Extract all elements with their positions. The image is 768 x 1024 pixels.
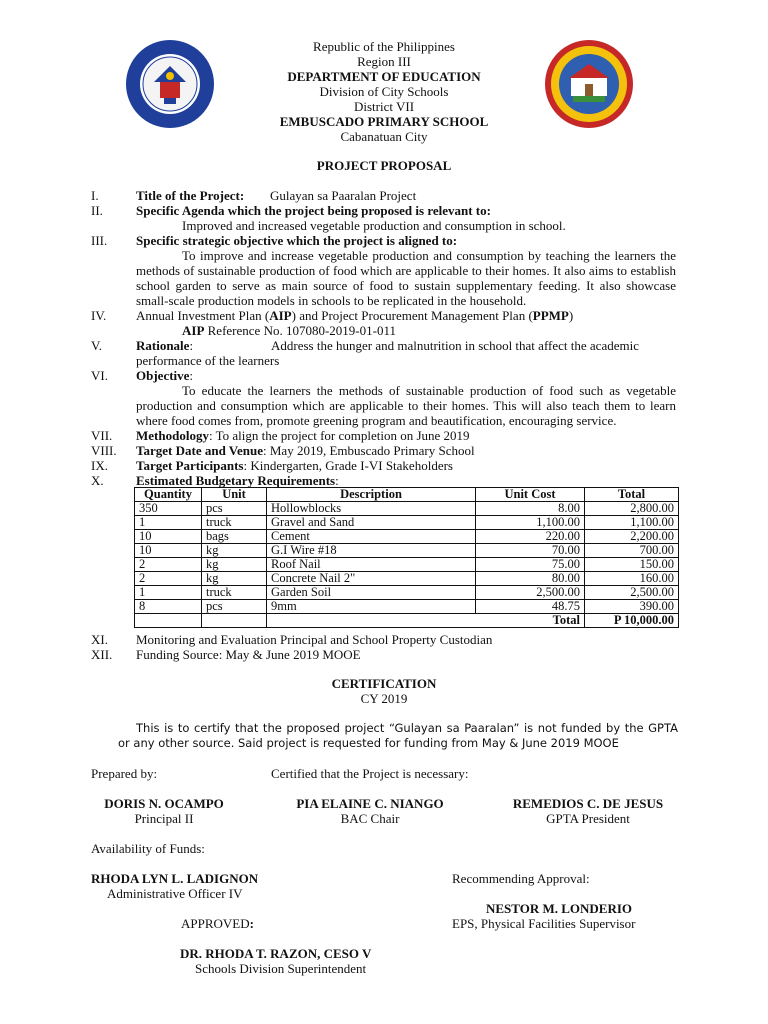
objective-text: To educate the learners the methods of sustainable production of food such as vegetable production and consumption which are applicable to their homes. This will also teach them to learn where food comes from, promote greening program and beautification, encouraging service.	[136, 383, 676, 428]
cell-description: G.I Wire #18	[267, 544, 476, 558]
cell-quantity: 10	[135, 530, 202, 544]
cell-empty	[202, 614, 267, 628]
signatory-title: Administrative Officer IV	[107, 886, 243, 901]
signatory-name: REMEDIOS C. DE JESUS	[512, 796, 664, 811]
rationale-label: Rationale:	[136, 338, 194, 353]
funding-source-line: Funding Source: May & June 2019 MOOE	[136, 647, 361, 662]
cell-description: Garden Soil	[267, 586, 476, 600]
item-number: IV.	[91, 308, 107, 323]
certified-label: Certified that the Project is necessary:	[271, 766, 469, 781]
availability-label: Availability of Funds:	[91, 841, 205, 856]
cell-quantity: 350	[135, 502, 202, 516]
strategic-objective-label: Specific strategic objective which the project is aligned to:	[136, 233, 458, 248]
item-number: VII.	[91, 428, 113, 443]
table-total-row	[135, 614, 679, 628]
header-republic: Republic of the Philippines	[313, 39, 455, 54]
total-label: Total	[267, 614, 585, 628]
cell-quantity: 10	[135, 544, 202, 558]
item-number: VIII.	[91, 443, 117, 458]
cell-quantity: 2	[135, 572, 202, 586]
cell-unit-cost: 8.00	[476, 502, 585, 516]
header-department: DEPARTMENT OF EDUCATION	[287, 69, 481, 84]
col-total: Total	[585, 488, 679, 502]
signatory-name: PIA ELAINE C. NIANGO	[296, 796, 444, 811]
header-district: District VII	[353, 99, 415, 114]
certification-year: CY 2019	[360, 691, 408, 706]
cell-description: 9mm	[267, 600, 476, 614]
cell-total: 1,100.00	[585, 516, 679, 530]
signatory-name: DR. RHODA T. RAZON, CESO V	[180, 946, 372, 961]
budget-label: Estimated Budgetary Requirements:	[136, 473, 339, 488]
table-row	[135, 544, 679, 558]
signatory-name: NESTOR M. LONDERIO	[486, 901, 633, 916]
signatory-name: DORIS N. OCAMPO	[104, 796, 224, 811]
cell-unit-cost: 80.00	[476, 572, 585, 586]
cell-description: Gravel and Sand	[267, 516, 476, 530]
item-number: VI.	[91, 368, 108, 383]
certification-title: CERTIFICATION	[331, 676, 437, 691]
agenda-label: Specific Agenda which the project being proposed is relevant to:	[136, 203, 491, 218]
cell-total: 2,200.00	[585, 530, 679, 544]
cell-quantity: 8	[135, 600, 202, 614]
table-row	[135, 586, 679, 600]
cell-description: Roof Nail	[267, 558, 476, 572]
rationale-text: Address the hunger and malnutrition in school that affect the academic performance of the learners	[136, 338, 639, 368]
aip-reference: AIP Reference No. 107080-2019-01-011	[182, 323, 396, 338]
project-title-value: Gulayan sa Paaralan Project	[270, 188, 417, 203]
page-title: PROJECT PROPOSAL	[316, 158, 452, 173]
col-unit: Unit	[202, 488, 267, 502]
table-header-row	[135, 488, 679, 502]
table-row	[135, 572, 679, 586]
cell-unit-cost: 70.00	[476, 544, 585, 558]
cell-total: 150.00	[585, 558, 679, 572]
cell-total: 160.00	[585, 572, 679, 586]
item-number: III.	[91, 233, 108, 248]
cell-empty	[135, 614, 202, 628]
table-row	[135, 558, 679, 572]
cell-unit: bags	[202, 530, 267, 544]
cell-unit-cost: 1,100.00	[476, 516, 585, 530]
prepared-by-label: Prepared by:	[91, 766, 158, 781]
item-number: X.	[91, 473, 104, 488]
signatory-title: BAC Chair	[340, 811, 400, 826]
item-number: II.	[91, 203, 103, 218]
cell-total: 2,800.00	[585, 502, 679, 516]
approved-label: APPROVED:	[181, 916, 254, 931]
cell-unit: kg	[202, 544, 267, 558]
header-city: Cabanatuan City	[340, 129, 428, 144]
target-participants-line: Target Participants: Kindergarten, Grade I-VI Stakeholders	[136, 458, 453, 473]
objective-label: Objective:	[136, 368, 194, 383]
table-row	[135, 502, 679, 516]
cell-description: Cement	[267, 530, 476, 544]
cell-quantity: 2	[135, 558, 202, 572]
cell-description: Concrete Nail 2"	[267, 572, 476, 586]
cell-unit: pcs	[202, 600, 267, 614]
cell-total: 390.00	[585, 600, 679, 614]
item-number: IX.	[91, 458, 108, 473]
cell-unit: truck	[202, 586, 267, 600]
monitoring-line: Monitoring and Evaluation Principal and School Property Custodian	[136, 632, 493, 647]
signatory-title: Principal II	[134, 811, 194, 826]
cell-unit: kg	[202, 558, 267, 572]
cell-unit-cost: 2,500.00	[476, 586, 585, 600]
item-number: I.	[91, 188, 99, 203]
cell-unit-cost: 220.00	[476, 530, 585, 544]
cell-total: 2,500.00	[585, 586, 679, 600]
cell-unit-cost: 48.75	[476, 600, 585, 614]
table-row	[135, 516, 679, 530]
header-school: EMBUSCADO PRIMARY SCHOOL	[279, 114, 489, 129]
target-date-line: Target Date and Venue: May 2019, Embuscado Primary School	[136, 443, 475, 458]
col-quantity: Quantity	[135, 488, 202, 502]
col-description: Description	[267, 488, 476, 502]
cell-unit: kg	[202, 572, 267, 586]
cell-unit: truck	[202, 516, 267, 530]
project-title-label: Title of the Project:	[136, 188, 245, 203]
table-row	[135, 530, 679, 544]
budget-table	[134, 487, 679, 628]
methodology-line: Methodology: To align the project for completion on June 2019	[136, 428, 470, 443]
total-value: P 10,000.00	[585, 614, 679, 628]
recommending-label: Recommending Approval:	[452, 871, 590, 886]
header-division: Division of City Schools	[319, 84, 449, 99]
strategic-objective-text: To improve and increase vegetable production and consumption by teaching the learners the methods of sustainable production of food which are applicable to their homes. It also aims to establish school garden to serve as main source of food to sustain supplementary feeding. It also showcase small-scale production models in schools to be replicated in the household.	[136, 248, 676, 308]
cell-quantity: 1	[135, 516, 202, 530]
cell-description: Hollowblocks	[267, 502, 476, 516]
header-region: Region III	[357, 54, 411, 69]
aip-ppmp-line: Annual Investment Plan (AIP) and Project Procurement Management Plan (PPMP)	[136, 308, 574, 323]
table-row	[135, 600, 679, 614]
col-unit-cost: Unit Cost	[476, 488, 585, 502]
signatory-title: GPTA President	[546, 811, 630, 826]
cell-unit: pcs	[202, 502, 267, 516]
agenda-value: Improved and increased vegetable production and consumption in school.	[182, 218, 566, 233]
item-number: V.	[91, 338, 102, 353]
certification-body: This is to certify that the proposed project “Gulayan sa Paaralan” is not funded by the GPTA or any other source. Said project is requested for funding from May & June 2019 MOOE	[118, 721, 678, 750]
signatory-name: RHODA LYN L. LADIGNON	[91, 871, 259, 886]
cell-quantity: 1	[135, 586, 202, 600]
item-number: XII.	[91, 647, 113, 662]
cell-unit-cost: 75.00	[476, 558, 585, 572]
cell-total: 700.00	[585, 544, 679, 558]
item-number: XI.	[91, 632, 108, 647]
signatory-title: Schools Division Superintendent	[195, 961, 367, 976]
signatory-title: EPS, Physical Facilities Supervisor	[452, 916, 636, 931]
